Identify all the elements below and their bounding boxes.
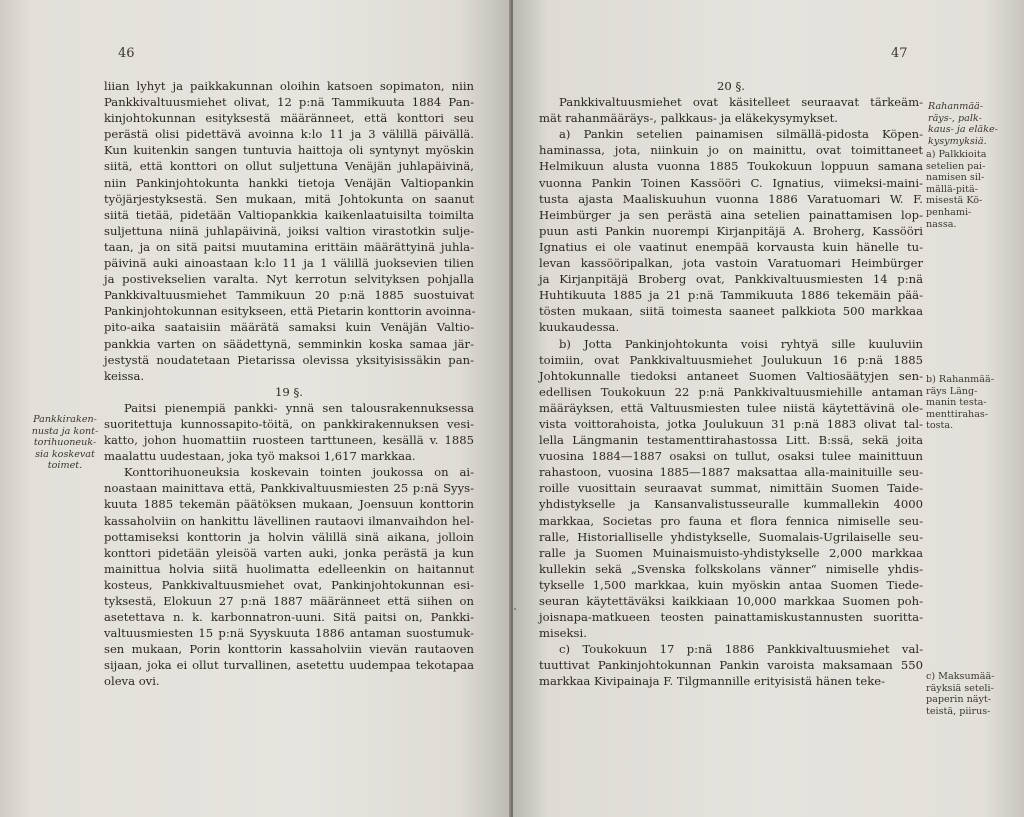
text-line: Pankkivaltuusmiehet ovat käsitelleet seuraavat tärkeäm- [559, 95, 923, 110]
text-line: työjärjestyksestä. Sen mukaan, mitä Johtokunta on saanut [104, 191, 474, 206]
text-line: ja Kirjanpitäjä Broberg ovat, Pankkivaltuusmiesten 14 p:nä [539, 272, 923, 287]
text-line: tuuttivat Pankinjohtokunnan Pankin varoista maksamaan 550 [539, 658, 923, 673]
text-line: valtuusmiesten 15 p:nä Syyskuuta 1886 antaman suostumuk- [104, 626, 474, 641]
text-line: miseksi. [539, 626, 587, 641]
text-line: siitä tietää, pidetään Valtiopankkia kaikenlaatuisilta toimilta [104, 207, 474, 222]
margin-note [926, 671, 1021, 717]
text-line: noastaan mainittava että, Pankkivaltuusmiesten 25 p:nä Syys- [104, 481, 474, 496]
margin-note-line: räys-, palk- [928, 112, 982, 124]
text-line: oleva ovi. [104, 674, 160, 689]
text-line: 20 §. [717, 79, 745, 93]
margin-note [928, 101, 1023, 147]
text-line: Kun kuitenkin sangen tuntuvia haittoja oli syntynyt myöskin [104, 143, 474, 158]
text-line: jestystä noudatetaan Pietarissa olevissa yksityisissäkin pan- [104, 352, 474, 367]
text-line: Paitsi pienempiä pankki- ynnä sen talousrakennuksessa [124, 400, 474, 415]
text-line: määräyksen, että Valtuusmiesten tulee niistä käytettävinä ole- [539, 400, 923, 415]
text-line: ja postivekselien varalta. Nyt kerrotun selvityksen pohjalla [104, 272, 474, 287]
margin-note-line: misestä Kö- [926, 195, 983, 207]
text-line: pankkia varten on säädettynä, semminkin koska samaa jär- [104, 336, 474, 351]
margin-note-line: nassa. [926, 218, 957, 230]
text-line: markkaa, Societas pro fauna et flora fennica nimiselle seu- [539, 513, 923, 528]
margin-note-line: menttirahas- [926, 408, 989, 420]
right-page [513, 0, 1024, 817]
margin-note-line: torihuoneuk- [33, 437, 97, 449]
text-line: ralle ja Suomen Muinaismuisto-yhdistykselle 2,000 markkaa [539, 545, 923, 560]
text-line: a) Pankin setelien painamisen silmällä-pidosta Köpen- [559, 127, 923, 142]
text-line: tusta ajasta Maaliskuuhun vuonna 1886 Varatuomari W. F. [539, 191, 923, 206]
page-number: 46 [118, 46, 135, 61]
text-line: toimiin, ovat Pankkivaltuusmiehet Joulukuun 16 p:nä 1885 [539, 352, 923, 367]
text-line: Heimbürger ja sen perästä aina setelien painattamisen lop- [539, 207, 923, 222]
text-line: Ignatius ei ole vaatinut enempää korvausta kuin hänelle tu- [539, 239, 923, 254]
text-line: taan, ja on sitä paitsi muutamina erittäin määrättyinä juhla- [104, 239, 474, 254]
text-line: liian lyhyt ja paikkakunnan oloihin katsoen sopimaton, niin [104, 79, 474, 93]
text-line: katto, johon huomattiin ruosteen tarttuneen, kesällä v. 1885 [104, 433, 474, 448]
text-line: roille vuosittain seuraavat summat, nimittäin Suomen Taide- [539, 481, 923, 496]
margin-note [30, 414, 100, 472]
text-line: pito-aika saataisiin määrätä samaksi kuin Venäjän Valtio- [104, 320, 474, 335]
text-line: levan kassööripalkan, jota vastoin Varatuomari Heimbürger [539, 256, 923, 271]
text-line: yhdistykselle ja Kansanvalistusseuralle kummallekin 4000 [539, 497, 923, 512]
text-line: joisnapa-matkueen teosten painattamiskustannusten suoritta- [539, 610, 923, 625]
margin-note-line: Rahanmää- [928, 101, 984, 112]
text-line: kuukaudessa. [539, 320, 620, 335]
text-line: keissa. [104, 368, 145, 383]
margin-note [926, 149, 1021, 230]
text-line: Pankkivaltuusmiehet Tammikuun 20 p:nä 1885 suostuivat [104, 288, 474, 303]
left-page-body [104, 78, 474, 690]
text-line: mainittua holvia siitä huolimatta edelleenkin on haitannut [104, 561, 474, 576]
text-line: Konttorihuoneuksia koskevain tointen joukossa on ai- [124, 465, 474, 480]
text-line: vista voittorahoista, jotka Joulukuun 31 p:nä 1883 olivat tal- [539, 416, 923, 431]
text-line: niin Pankinjohtokunta hankki tietoja Venäjän Valtiopankin [104, 175, 474, 190]
text-line: c) Toukokuun 17 p:nä 1886 Pankkivaltuusmiehet val- [559, 642, 923, 657]
right-page-body [539, 78, 923, 690]
margin-note-line: räys Läng- [926, 385, 978, 397]
text-line: konttori pidetään yleisöä varten auki, jonka perästä ja kun [104, 545, 474, 560]
margin-note-line: mällä-pitä- [926, 183, 978, 195]
text-line: rahastoon, vuosina 1885—1887 maksattaa alla-mainituille seu- [539, 465, 923, 480]
margin-note-line: toimet. [47, 460, 83, 472]
text-line: siitä, että konttori on ollut suljettuna Venäjän juhlapäivinä, [104, 159, 474, 174]
text-line: 19 §. [275, 384, 303, 399]
margin-note-line: paperin näyt- [926, 694, 991, 706]
margin-note-line: nusta ja kont- [31, 425, 99, 437]
margin-note-line: kysymyksiä. [928, 135, 987, 147]
text-line: tyksestä, Elokuun 27 p:nä 1887 määränneet että siihen on [104, 594, 474, 608]
text-line: vuonna Pankin Toinen Kassööri C. Ignatius, viimeksi-maini- [539, 175, 923, 190]
left-page [0, 0, 511, 817]
margin-note-line: a) Palkkioita [926, 149, 987, 160]
margin-note-line: Pankkiraken- [33, 414, 97, 425]
margin-note-line: setelien pai- [926, 160, 986, 172]
text-line: haminassa, jota, niinkuin jo on mainittu, ovat toimittaneet [539, 143, 923, 158]
text-line: Helmikuun alusta vuonna 1885 Toukokuun loppuun samana [539, 159, 923, 174]
text-line: ralle, Historialliselle yhdistykselle, Suomalais-Ugrilaiselle seu- [539, 529, 923, 544]
text-line: puun asti Pankin nuorempi Kirjanpitäjä A. Broherg, Kassööri [539, 223, 923, 238]
text-line: lella Längmanin testamenttirahastossa Litt. B:ssä, sekä joita [539, 433, 923, 448]
text-line: mät rahanmääräys-, palkkaus- ja eläkekysymykset. [539, 111, 838, 126]
text-line: perästä olisi pidettävä avoinna k:lo 11 ja 3 välillä päivällä. [104, 127, 474, 142]
text-line: b) Jotta Pankinjohtokunta voisi ryhtyä sille kuuluviin [559, 336, 923, 351]
text-line: vuosina 1884—1887 osaksi on tullut, osaksi tulee mainittuun [539, 449, 923, 464]
text-line: Huhtikuuta 1885 ja 21 p:nä Tammikuuta 1886 tekemäin pää- [539, 288, 923, 303]
margin-note-line: manin testa- [926, 397, 987, 409]
text-line: kuuta 1885 tekemän päätöksen mukaan, Joensuun konttorin [104, 497, 474, 512]
text-line: kullekin sekä „Svenska folkskolans vänner“ nimiselle yhdis- [539, 561, 923, 576]
text-line: Pankinjohtokunnan esitykseen, että Pietarin konttorin avoinna- [104, 304, 476, 319]
text-line: edellisen Toukokuun 22 p:nä Pankkivaltuusmiehille antaman [539, 384, 923, 399]
margin-note-line: tosta. [926, 420, 954, 432]
text-line: Pankkivaltuusmiehet olivat, 12 p:nä Tammikuuta 1884 Pan- [104, 95, 474, 110]
margin-note-line: penhami- [926, 206, 972, 218]
text-line: seuran käytettäväksi kaikkiaan 10,000 markkaa Suomen poh- [539, 594, 923, 608]
margin-note-line: b) Rahanmää- [926, 374, 994, 385]
margin-note-line: teistä, piirus- [926, 705, 991, 717]
text-line: maalattu uudestaan, joka työ maksoi 1,617 markkaa. [104, 449, 416, 464]
text-line: kassaholviin on hankittu lävellinen rautaovi ilmanvaihdon hel- [104, 513, 474, 528]
text-line: tykselle 1,500 markkaa, kuin myöskin antaa Suomen Tiede- [539, 577, 923, 592]
text-line: kinjohtokunnan esityksestä määränneet, että konttori seu [104, 111, 474, 126]
margin-note-line: kaus- ja eläke- [928, 124, 998, 136]
margin-note-line: c) Maksumää- [926, 671, 995, 682]
margin-note-line: sia koskevat [35, 448, 95, 460]
margin-note-line: räyksiä seteli- [926, 682, 994, 694]
text-line: tösten mukaan, siitä toimesta saaneet palkkiota 500 markkaa [539, 304, 923, 319]
text-line: suoritettuja kunnossapito-töitä, on pankkirakennuksen vesi- [104, 416, 474, 431]
text-line: pottamiseksi konttorin ja holvin välillä sinä aikana, jolloin [104, 529, 474, 544]
text-line: päivinä auki ainoastaan k:lo 11 ja 1 välillä juoksevien tilien [104, 256, 474, 271]
text-line: markkaa Kivipainaja F. Tilgmannille erityisistä hänen teke- [539, 674, 886, 689]
text-line: asetettava n. k. karbonnatron-uuni. Sitä paitsi on, Pankki- [104, 610, 474, 625]
page-number: 47 [891, 46, 908, 61]
text-line: Johtokunnalle tiedoksi antaneet Suomen Valtiosäätyjen sen- [539, 368, 923, 383]
text-line: kosteus, Pankkivaltuusmiehet ovat, Pankinjohtokunnan esi- [104, 577, 474, 592]
margin-note [926, 374, 1021, 432]
margin-note-line: namisen sil- [926, 172, 985, 184]
text-line: sen mukaan, Porin konttorin kassaholviin vievän rautaoven [104, 642, 474, 657]
paper-speck [514, 608, 516, 610]
text-line: sijaan, joka ei ollut turvallinen, asetettu uudempaa tekotapaa [104, 658, 474, 673]
text-line: suljettuna niinä juhlapäivinä, joiksi valtion virastotkin sulje- [104, 223, 474, 238]
